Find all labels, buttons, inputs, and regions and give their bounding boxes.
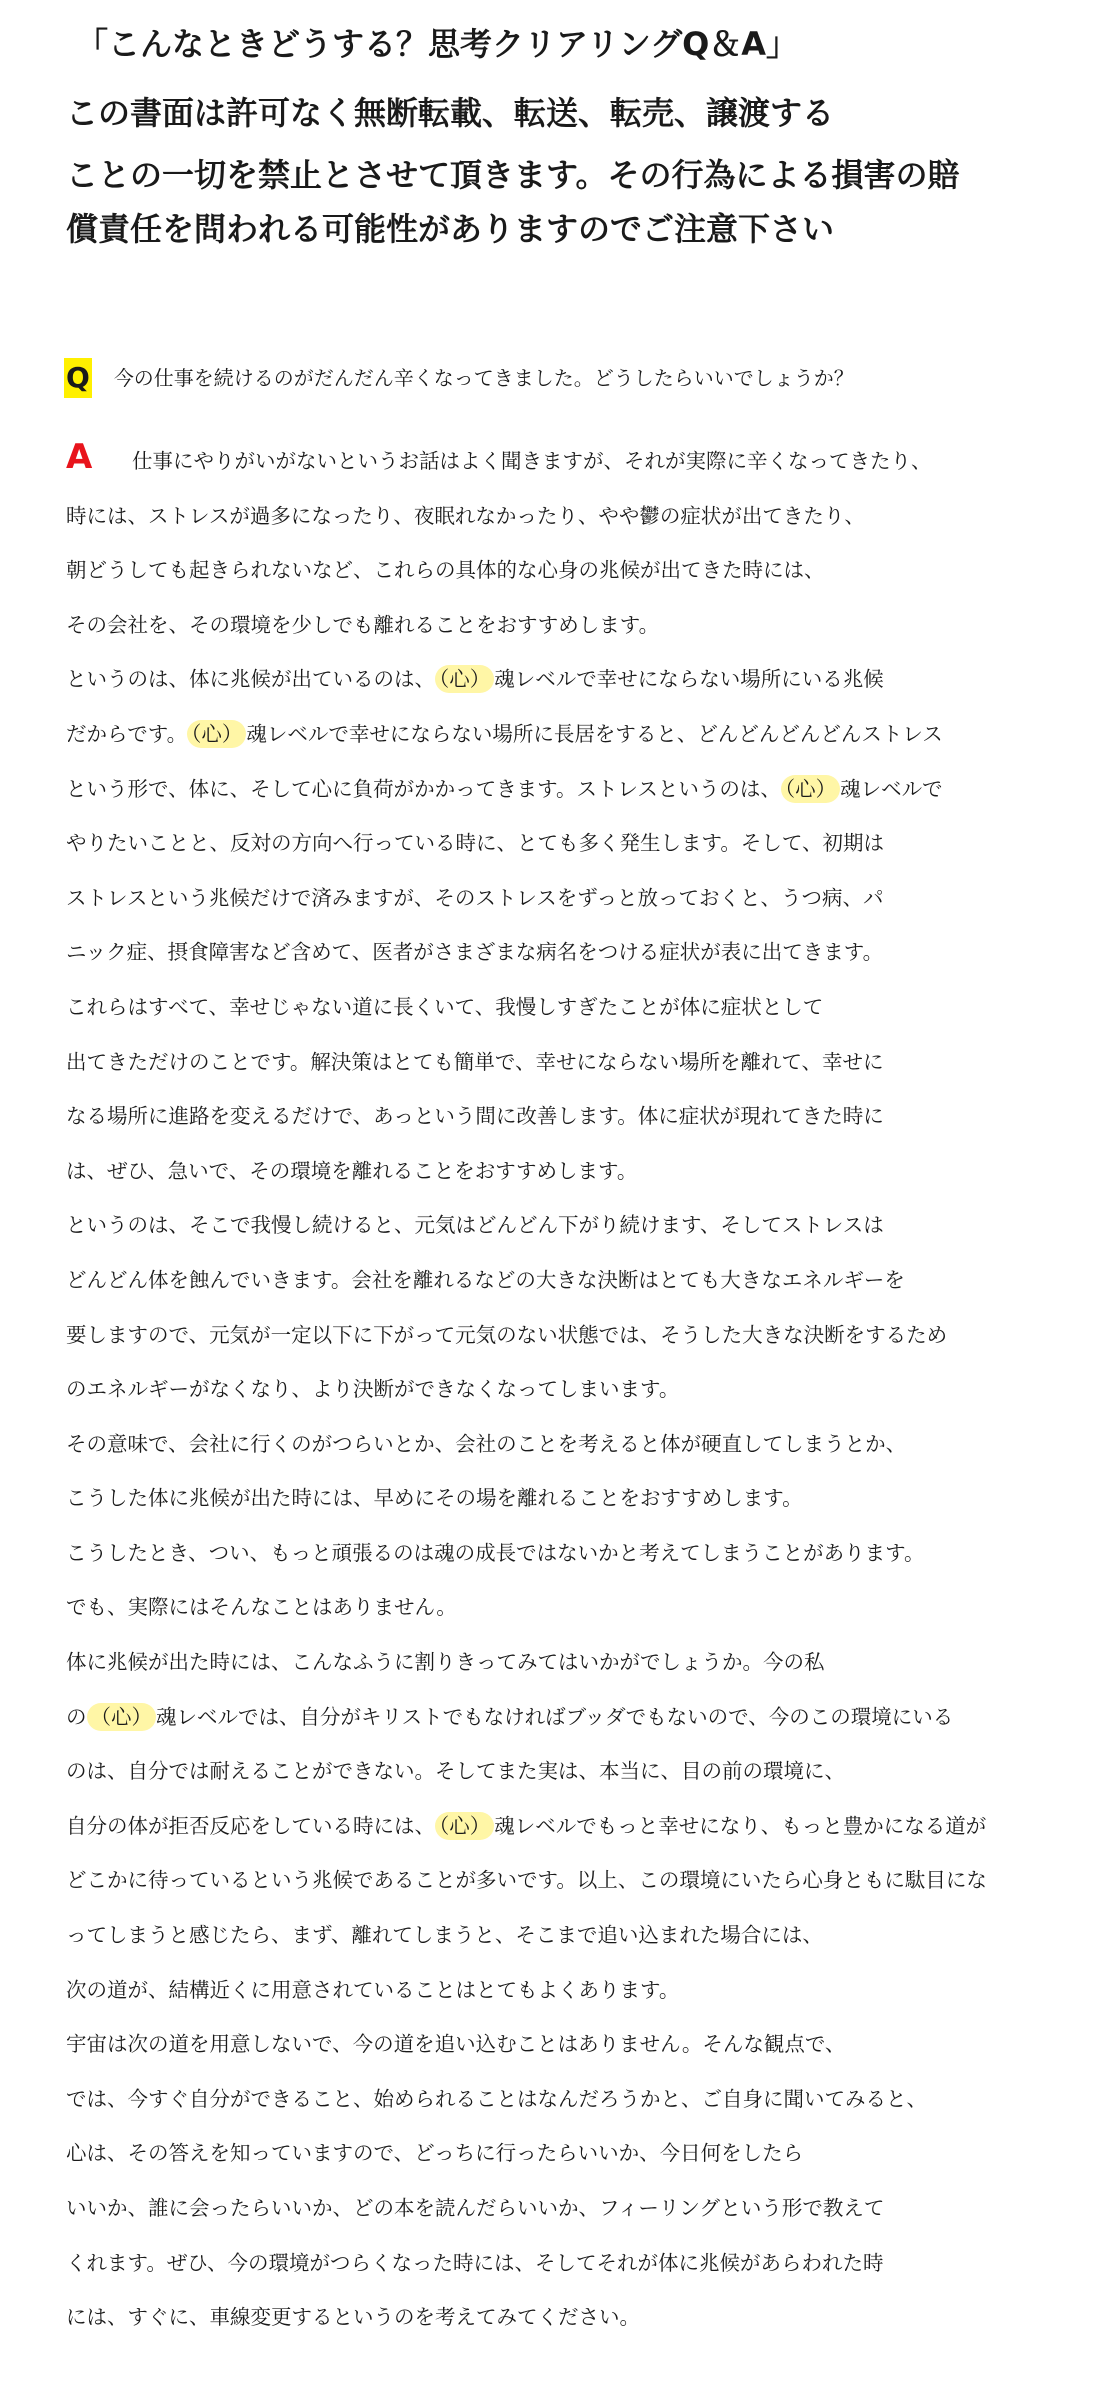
question-row [64, 358, 854, 402]
answer-line [66, 1586, 987, 1641]
answer-line [66, 2132, 987, 2187]
answer-text: ストレスという兆候だけで済みますが、そのストレスをずっと放っておくと、うつ病、パ [66, 885, 884, 910]
question-mark-badge: Q [64, 358, 92, 398]
answer-line [66, 2242, 987, 2297]
answer-text: どんどん体を蝕んでいきます。会社を離れるなどの大きな決断はとても大きなエネルギーを [66, 1267, 905, 1292]
answer-line [66, 1368, 987, 1423]
copyright-notice [66, 84, 959, 258]
answer-text: 体に兆候が出た時には、こんなふうに割りきってみてはいかがでしょうか。今の私 [66, 1650, 825, 1675]
answer-text: というのは、体に兆候が出ているのは、 [66, 667, 435, 692]
answer-text: 魂レベルでもっと幸せになり、もっと豊かになる道が [494, 1813, 987, 1838]
answer-line [66, 440, 987, 495]
answer-line [66, 713, 987, 768]
answer-text: 魂レベルで幸せにならない場所にいる兆候 [494, 667, 884, 692]
answer-text: という形で、体に、そして心に負荷がかかってきます。ストレスというのは、 [66, 776, 781, 801]
answer-text: のは、自分では耐えることができない。そしてまた実は、本当に、目の前の環境に、 [66, 1759, 845, 1784]
answer-line [66, 1041, 987, 1096]
kokoro-highlight: （心） [435, 665, 494, 693]
answer-line [66, 2187, 987, 2242]
kokoro-highlight: （心） [87, 1703, 157, 1731]
answer-text: 次の道が、結構近くに用意されていることはとてもよくあります。 [66, 1977, 680, 2002]
answer-line [66, 768, 987, 823]
answer-line [66, 1314, 987, 1369]
kokoro-highlight: （心） [187, 720, 246, 748]
answer-text: こうしたとき、つい、もっと頑張るのは魂の成長ではないかと考えてしまうことがあります。 [66, 1540, 925, 1565]
answer-line [66, 1914, 987, 1969]
answer-text: ニック症、摂食障害など含めて、医者がさまざまな病名をつける症状が表に出てきます。 [66, 940, 884, 965]
answer-text: でも、実際にはそんなことはありません。 [66, 1595, 457, 1620]
answer-text: 出てきただけのことです。解決策はとても簡単で、幸せにならない場所を離れて、幸せに [66, 1049, 884, 1074]
answer-line [66, 822, 987, 877]
answer-text: なる場所に進路を変えるだけで、あっという間に改善します。体に症状が現れてきた時に [66, 1104, 884, 1129]
answer-line [66, 495, 987, 550]
answer-text: どこかに待っているという兆候であることが多いです。以上、この環境にいたら心身ともに駄目にな [66, 1868, 987, 1893]
answer-line [66, 1259, 987, 1314]
answer-line [66, 877, 987, 932]
document-title: 「こんなときどうする？思考クリアリングQ＆A」 [76, 25, 799, 63]
answer-mark: A [66, 437, 93, 477]
answer-line [66, 1423, 987, 1478]
answer-text: 要しますので、元気が一定以下に下がって元気のない状態では、そうした大きな決断をするため [66, 1322, 948, 1347]
answer-line [66, 1750, 987, 1805]
answer-line [66, 1150, 987, 1205]
answer-text: 宇宙は次の道を用意しないで、今の道を追い込むことはありません。そんな観点で、 [66, 2032, 846, 2057]
answer-text: その会社を、その環境を少しでも離れることをおすすめします。 [66, 612, 660, 637]
answer-text: 魂レベルで [840, 776, 943, 801]
answer-text: くれます。ぜひ、今の環境がつらくなった時には、そしてそれが体に兆候があらわれた時 [66, 2250, 884, 2275]
answer-text: 時には、ストレスが過多になったり、夜眠れなかったり、やや鬱の症状が出てきたり、 [66, 503, 865, 528]
answer-line [66, 1859, 987, 1914]
answer-text: いいか、誰に会ったらいいか、どの本を読んだらいいか、フィーリングという形で教えて [66, 2196, 885, 2220]
answer-line [66, 1969, 987, 2024]
kokoro-highlight: （心） [435, 1812, 494, 1840]
answer-text: 魂レベルで幸せにならない場所に長居をすると、どんどんどんどんストレス [246, 721, 943, 746]
answer-line [66, 604, 987, 659]
answer-text: これらはすべて、幸せじゃない道に長くいて、我慢しすぎたことが体に症状として [66, 994, 824, 1019]
notice-line: ことの一切を禁止とさせて頂きます。その行為による損害の賠 [66, 156, 960, 194]
answer-line [66, 2078, 987, 2133]
answer-text: その意味で、会社に行くのがつらいとか、会社のことを考えると体が硬直してしまうとか、 [66, 1431, 907, 1456]
answer-line [66, 1696, 987, 1751]
notice-line: この書面は許可なく無断転載、転送、転売、譲渡する [66, 94, 835, 132]
answer-line [66, 1641, 987, 1696]
answer-text: のエネルギーがなくなり、より決断ができなくなってしまいます。 [66, 1377, 680, 1402]
answer-text: こうした体に兆候が出た時には、早めにその場を離れることをおすすめします。 [66, 1486, 803, 1511]
answer-text: には、すぐに、車線変更するというのを考えてみてください。 [66, 2305, 640, 2330]
question-text: 今の仕事を続けるのがだんだん辛くなってきました。どうしたらいいでしょうか？ [113, 366, 854, 390]
answer-text: 朝どうしても起きられないなど、これらの具体的な心身の兆候が出てきた時には、 [66, 558, 825, 583]
answer-text: 自分の体が拒否反応をしている時には、 [66, 1813, 435, 1838]
kokoro-highlight: （心） [781, 775, 840, 803]
answer-line [66, 2023, 987, 2078]
answer-line [66, 1204, 987, 1259]
answer-body [66, 440, 987, 2351]
answer-line [66, 1805, 987, 1860]
answer-line [66, 931, 987, 986]
answer-line [66, 2296, 987, 2351]
answer-line [66, 1095, 987, 1150]
answer-line [66, 1532, 987, 1587]
answer-text: では、今すぐ自分ができること、始められることはなんだろうかと、ご自身に聞いてみると、 [66, 2086, 927, 2111]
answer-line [66, 1477, 987, 1532]
answer-text: 仕事にやりがいがないというお話はよく聞きますが、それが実際に辛くなってきたり、 [132, 449, 932, 473]
answer-line [66, 986, 987, 1041]
answer-text: だからです。 [66, 721, 188, 746]
answer-line [66, 658, 987, 713]
answer-text: というのは、そこで我慢し続けると、元気はどんどん下がり続けます、そしてストレスは [66, 1213, 884, 1238]
answer-text: 心は、その答えを知っていますので、どっちに行ったらいいか、今日何をしたら [66, 2141, 804, 2166]
answer-text: 魂レベルでは、自分がキリストでもなければブッダでもないので、今のこの環境にいる [156, 1704, 954, 1729]
answer-text: ってしまうと感じたら、まず、離れてしまうと、そこまで追い込まれた場合には、 [66, 1923, 823, 1948]
answer-text: やりたいことと、反対の方向へ行っている時に、とても多く発生します。そして、初期は [66, 831, 884, 856]
answer-line [66, 549, 987, 604]
answer-text: は、ぜひ、急いで、その環境を離れることをおすすめします。 [66, 1158, 638, 1183]
notice-line: 償責任を問われる可能性がありますのでご注意下さい [66, 210, 835, 248]
answer-text: の [66, 1704, 87, 1729]
